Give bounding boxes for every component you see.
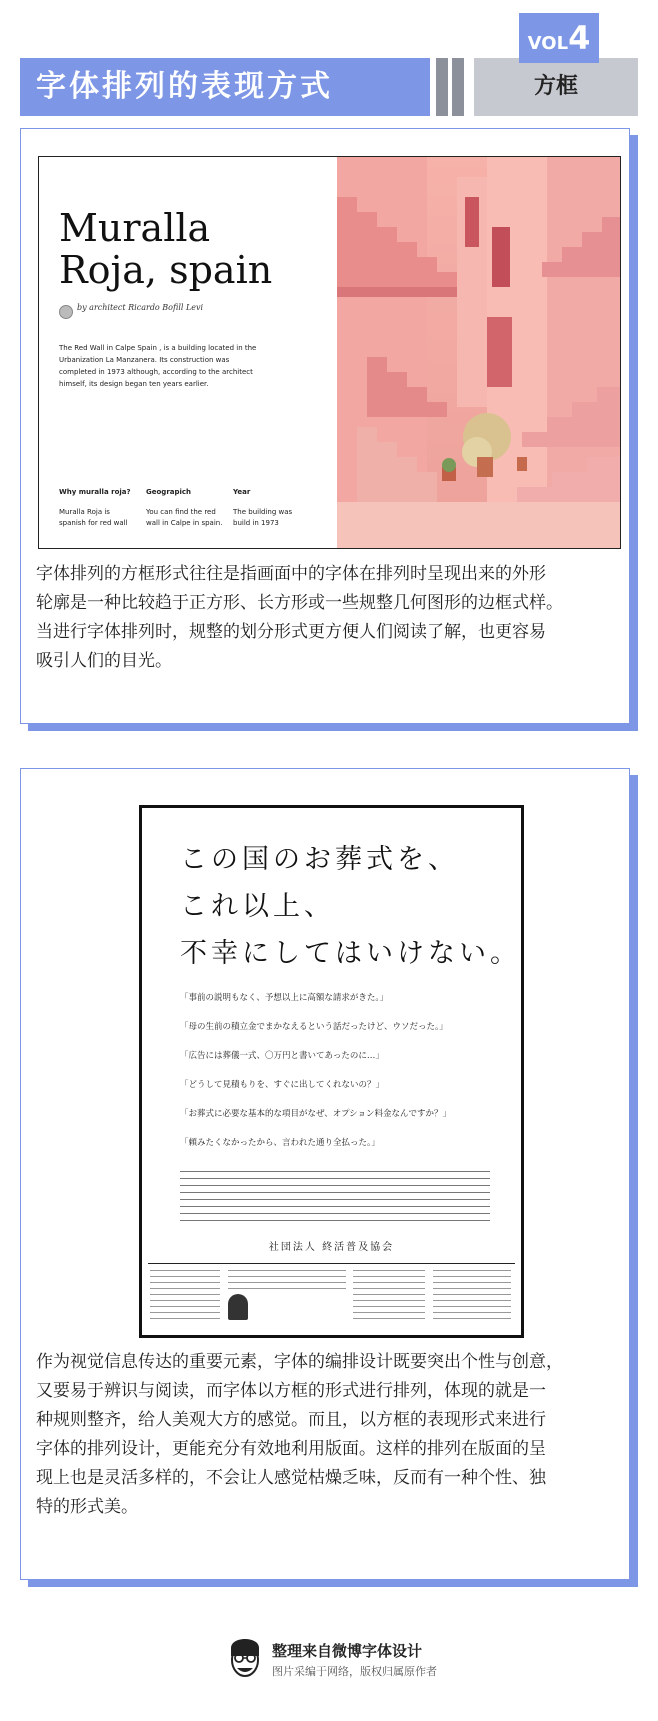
speaker-photo: [228, 1294, 248, 1320]
poster-body-text: The Red Wall in Calpe Spain , is a building located in the Urbanization La Manzanera. Its construction was completed in 1973 although, according to the architect himself, its design began ten years earlier.: [59, 344, 257, 388]
header-stripe: [452, 58, 464, 116]
poster-info-column: Geograpich You can find the red wall in Calpe in spain.: [146, 488, 223, 527]
info-block: [150, 1270, 220, 1326]
footer-subtitle: 图片采编于网络，版权归属原作者: [272, 1665, 437, 1678]
info-block: [353, 1270, 425, 1326]
poster-info-column: Year The building was build in 1973: [233, 488, 293, 527]
designer-face-icon: [225, 1632, 265, 1680]
poster-headline: この国のお葬式を、 これ以上、 不幸にしてはいけない。: [180, 844, 521, 969]
poster-body-text: [180, 1171, 490, 1227]
volume-number: 4: [568, 19, 591, 57]
page-title: 字体排列的表现方式: [36, 69, 333, 104]
poster-info-column: Why muralla roja? Muralla Roja is spanish for red wall: [59, 488, 131, 527]
info-block: [228, 1270, 346, 1326]
poster-title: Muralla Roja, spain: [59, 206, 273, 292]
poster-quotes: 「事前の説明もなく、予想以上に高額な請求がきた。」 「母の生前の積立金でまかなえるという話だったけど、ウソだった。」 「広告には葬儀一式、〇万円と書いてあったのに…」 「どうして見積もりを、すぐに出してくれないの？」 「お葬式に必要な基本的な項目がなぜ、オプション料金なんですか？」 「頼みたくなかったから、言われた通り全払った。」: [180, 993, 451, 1148]
card1-description: 字体排列的方框形式往往是指画面中的字体在排列时呈现出来的外形 轮廓是一种比较趋于正方形、长方形或一些规整几何图形的边框式样。 当进行字体排列时，规整的划分形式更方便人们阅读了解，也更容易 吸引人们的目光。: [36, 564, 563, 671]
poster-organization: 社団法人 終活普及協会: [268, 1242, 395, 1253]
poster-info-strip: [148, 1263, 515, 1332]
info-block: [433, 1270, 511, 1326]
author-avatar: [59, 305, 73, 319]
architecture-poster: [38, 156, 621, 549]
volume-badge: [519, 13, 599, 63]
card2-description: 作为视觉信息传达的重要元素，字体的编排设计既要突出个性与创意， 又要易于辨识与阅读，而字体以方框的形式进行排列，体现的就是一 种规则整齐，给人美观大方的感觉。而且，以方框的表现形式来进行 字体的排列设计，更能充分有效地利用版面。这样的排列在版面的呈 现上也是灵活多样的，不会让人感觉枯燥乏味，反而有一种个性、独 特的形式美。: [36, 1352, 563, 1517]
poster-byline: by architect Ricardo Bofill Levi: [77, 303, 204, 312]
footer-title: 整理来自微博字体设计: [272, 1642, 423, 1660]
pink-building-photo: [337, 157, 621, 549]
funeral-ad-poster: [139, 805, 524, 1338]
header-tag: 方框: [533, 74, 578, 99]
volume-prefix: VOL: [527, 33, 569, 54]
header-stripe: [436, 58, 448, 116]
